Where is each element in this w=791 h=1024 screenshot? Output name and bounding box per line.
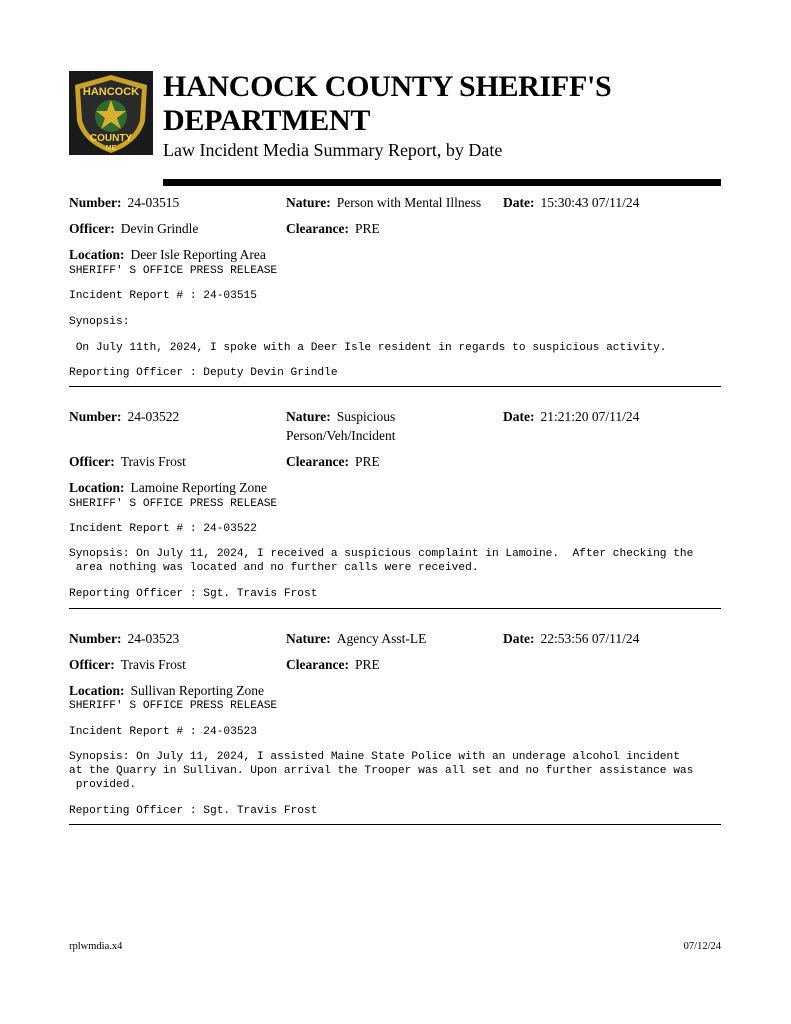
incident-date: Date: 15:30:43 07/11/24 — [503, 195, 640, 210]
press-release-line: SHERIFF' S OFFICE PRESS RELEASE — [69, 265, 278, 277]
record-divider — [69, 386, 721, 387]
incident-clearance: Clearance: PRE — [286, 454, 380, 469]
reporting-officer: Reporting Officer : Sgt. Travis Frost — [69, 805, 318, 817]
press-release-line: SHERIFF' S OFFICE PRESS RELEASE — [69, 498, 278, 510]
synopsis-text: Synopsis: On July 11, 2024, I received a suspicious complaint in Lamoine. After checking the area nothing was located and no further calls were received. — [69, 548, 694, 574]
incident-date: Date: 22:53:56 07/11/24 — [503, 631, 640, 646]
footer-report-id: rplwmdia.x4 — [69, 941, 123, 952]
incident-report-number: Incident Report # : 24-03515 — [69, 290, 257, 302]
incident-officer: Officer: Travis Frost — [69, 454, 186, 469]
synopsis-label: Synopsis: — [69, 316, 130, 328]
svg-text:ME: ME — [105, 145, 117, 152]
press-release-line: SHERIFF' S OFFICE PRESS RELEASE — [69, 700, 278, 712]
incident-number: Number: 24-03523 — [69, 631, 180, 646]
incident-officer: Officer: Travis Frost — [69, 657, 186, 672]
incident-date: Date: 21:21:20 07/11/24 — [503, 409, 640, 424]
incident-number: Number: 24-03522 — [69, 409, 180, 424]
record-divider — [69, 824, 721, 825]
synopsis-text: Synopsis: On July 11, 2024, I assisted Maine State Police with an underage alcohol incident at the Quarry in Sullivan. Upon arrival the Trooper was all set and no further assistance was provided. — [69, 751, 694, 791]
incident-number: Number: 24-03515 — [69, 195, 180, 210]
sheriff-badge-logo — [69, 71, 153, 155]
incident-clearance: Clearance: PRE — [286, 657, 380, 672]
report-subtitle: Law Incident Media Summary Report, by Date — [163, 140, 503, 160]
incident-nature: Nature: Person with Mental Illness — [286, 195, 482, 210]
svg-text:HANCOCK: HANCOCK — [82, 86, 140, 98]
synopsis-text: On July 11th, 2024, I spoke with a Deer Isle resident in regards to suspicious activity. — [69, 342, 667, 354]
incident-report-number: Incident Report # : 24-03522 — [69, 523, 257, 535]
page-title: HANCOCK COUNTY SHERIFF'S DEPARTMENT — [163, 70, 612, 137]
incident-nature: Nature: Agency Asst-LE — [286, 631, 427, 646]
footer-date: 07/12/24 — [683, 941, 721, 952]
incident-location: Location: Deer Isle Reporting Area — [69, 247, 266, 262]
incident-report-number: Incident Report # : 24-03523 — [69, 726, 257, 738]
incident-clearance: Clearance: PRE — [286, 221, 380, 236]
incident-officer: Officer: Devin Grindle — [69, 221, 199, 236]
incident-location: Location: Sullivan Reporting Zone — [69, 683, 264, 698]
incident-nature: Nature: Suspicious Person/Veh/Incident — [286, 409, 396, 443]
svg-text:COUNTY: COUNTY — [89, 133, 133, 144]
incident-location: Location: Lamoine Reporting Zone — [69, 480, 267, 495]
record-divider — [69, 608, 721, 609]
header-divider — [163, 179, 721, 186]
reporting-officer: Reporting Officer : Sgt. Travis Frost — [69, 588, 318, 600]
reporting-officer: Reporting Officer : Deputy Devin Grindle — [69, 367, 338, 379]
